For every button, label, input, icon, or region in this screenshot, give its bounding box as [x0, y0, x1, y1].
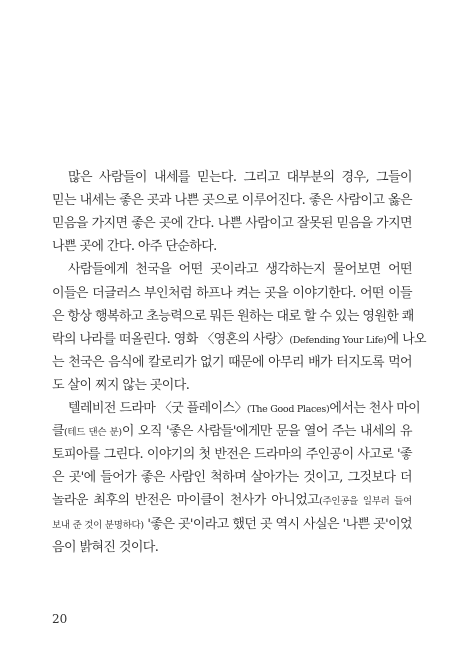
text-line	[68, 166, 412, 189]
line-text: 나쁜 곳에 간다. 아주 단순하다.	[52, 239, 217, 255]
text-line	[52, 189, 412, 212]
line-text: 사람들에게 천국을 어떤 곳이라고 생각하는지 물어보면 어떤	[68, 262, 412, 278]
line-text: 락의 나라를 떠올린다. 영화 〈영혼의 사랑〉	[52, 331, 290, 347]
text-line	[68, 258, 412, 281]
text-line	[52, 305, 412, 328]
line-parenthetical: (주인공을 일부러 들여	[319, 496, 412, 508]
text-line	[52, 212, 412, 235]
line-text: 믿음을 가지면 좋은 곳에 간다. 나쁜 사람이고 잘못된 믿음을 가지면	[52, 216, 412, 232]
line-text: 는 천국은 음식에 칼로리가 없기 때문에 아무리 배가 터지도록 먹어	[52, 354, 412, 370]
line-parenthetical: (The Good Places)	[246, 404, 330, 415]
line-text: 음이 밝혀진 것이다.	[52, 539, 159, 555]
line-text: 이들은 더글러스 부인처럼 하프나 켜는 곳을 이야기한다. 어떤 이들	[52, 285, 412, 301]
line-parenthetical: 보내 준 것이 분명하다)	[52, 519, 144, 531]
text-line	[52, 351, 412, 374]
line-text: 많은 사람들이 내세를 믿는다. 그리고 대부분의 경우, 그들이	[68, 170, 412, 185]
line-text: 은 항상 행복하고 초능력으로 뭐든 원하는 대로 할 수 있는 영원한 쾌	[52, 308, 414, 324]
line-text-after: 에 나오	[386, 331, 427, 347]
text-line	[52, 235, 217, 258]
text-line	[52, 443, 412, 466]
line-text: 믿는 내세는 좋은 곳과 나쁜 곳으로 이루어진다. 좋은 사람이고 옳은	[52, 193, 412, 209]
line-parenthetical: (테드 댄슨 분)	[63, 427, 122, 439]
line-text-after: 에서는 천사 마이	[329, 401, 421, 416]
line-text-after: '좋은 곳'이라고 했던 곳 역시 사실은 '나쁜 곳'이었	[143, 516, 412, 532]
line-text: 놀라운 최후의 반전은 마이클이 천사가 아니었고	[52, 493, 320, 509]
text-line	[52, 282, 412, 305]
line-parenthetical: (Defending Your Life)	[289, 334, 387, 346]
text-line	[52, 420, 412, 443]
line-text: 은 곳'에 들어가 좋은 사람인 척하며 살아가는 것이고, 그것보다 더	[52, 470, 412, 486]
line-text: 도 살이 찌지 않는 곳이다.	[52, 377, 190, 393]
text-line	[52, 466, 412, 489]
page-number: 20	[52, 612, 68, 626]
text-line	[52, 489, 412, 512]
text-line	[52, 536, 158, 559]
line-text-after: 이 오직 '좋은 사람들'에게만 문을 열어 주는 내세의 유	[121, 424, 413, 440]
text-line	[52, 374, 189, 397]
line-text: 텔레비전 드라마 〈굿 플레이스〉	[68, 401, 247, 416]
text-line	[52, 513, 412, 536]
text-line	[68, 397, 421, 420]
line-text: 클	[52, 424, 64, 440]
line-text: 토피아를 그린다. 이야기의 첫 반전은 드라마의 주인공이 사고로 '좋	[52, 447, 412, 463]
text-line	[52, 328, 427, 351]
